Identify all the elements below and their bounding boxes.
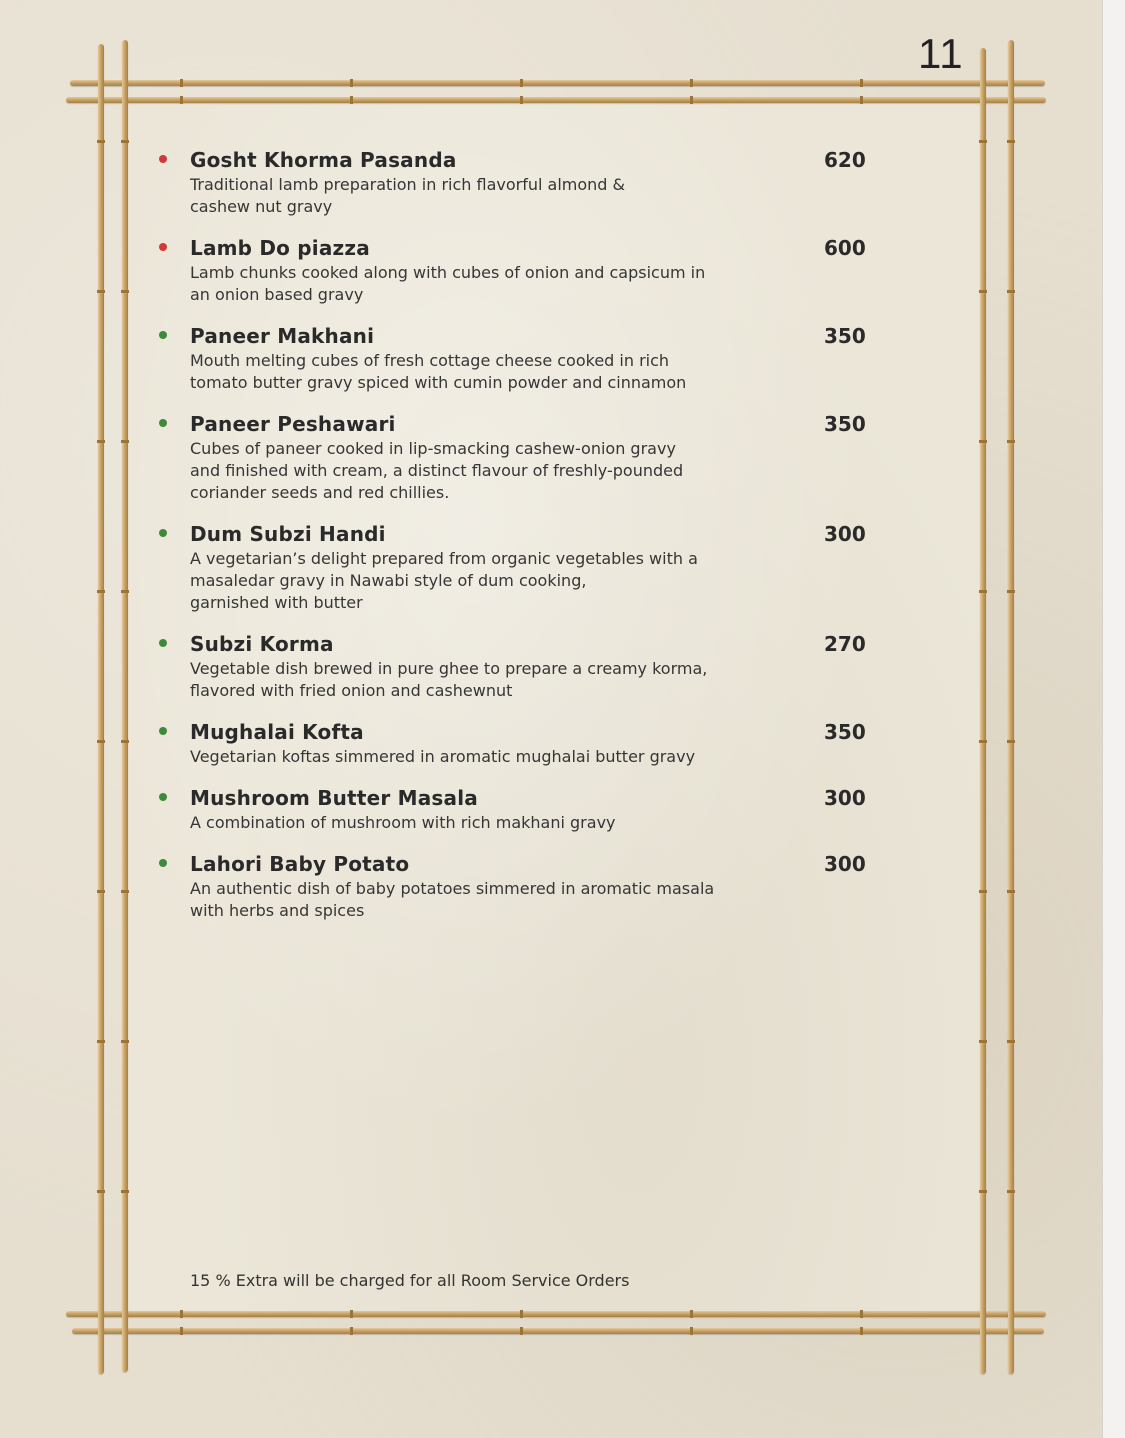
menu-item-description-line: Vegetable dish brewed in pure ghee to prepare a creamy korma, xyxy=(190,659,708,678)
bamboo-node xyxy=(121,440,129,443)
menu-item-price: 350 xyxy=(824,324,866,348)
bamboo-node xyxy=(860,96,863,104)
menu-item-price: 300 xyxy=(824,522,866,546)
bamboo-node xyxy=(121,590,129,593)
veg-marker xyxy=(159,727,167,735)
menu-item-price: 600 xyxy=(824,236,866,260)
menu-item-9 xyxy=(150,852,890,922)
menu-item-name: Lahori Baby Potato xyxy=(190,852,410,876)
menu-item-price: 620 xyxy=(824,148,866,172)
bamboo-node xyxy=(121,1040,129,1043)
bamboo-node xyxy=(979,740,987,743)
menu-item-description-line: flavored with fried onion and cashewnut xyxy=(190,681,513,700)
menu-item-3 xyxy=(150,324,890,394)
veg-marker xyxy=(159,793,167,801)
menu-item-description-line: masaledar gravy in Nawabi style of dum cooking, xyxy=(190,571,587,590)
bamboo-node xyxy=(1007,1040,1015,1043)
bamboo-node xyxy=(690,1310,693,1318)
veg-marker xyxy=(159,639,167,647)
bamboo-node xyxy=(97,1190,105,1193)
menu-item-description-line: Vegetarian koftas simmered in aromatic mughalai butter gravy xyxy=(190,747,696,766)
menu-item-description-line: and finished with cream, a distinct flavour of freshly-pounded xyxy=(190,461,684,480)
veg-marker xyxy=(159,331,167,339)
bamboo-node xyxy=(860,1310,863,1318)
menu-item-price: 270 xyxy=(824,632,866,656)
bamboo-node xyxy=(97,890,105,893)
bamboo-node xyxy=(979,1040,987,1043)
menu-item-7 xyxy=(150,720,890,768)
page-number: 11 xyxy=(918,30,964,77)
menu-item-header xyxy=(190,786,890,810)
menu-item-header xyxy=(190,412,890,436)
bamboo-node xyxy=(121,890,129,893)
menu-item-description-line: cashew nut gravy xyxy=(190,197,333,216)
menu-item-name: Mughalai Kofta xyxy=(190,720,364,744)
menu-item-description-line: A vegetarian’s delight prepared from organic vegetables with a xyxy=(190,549,698,568)
bamboo-node xyxy=(121,740,129,743)
menu-item-1 xyxy=(150,148,890,218)
page-edge xyxy=(1102,0,1125,1438)
bamboo-node xyxy=(97,590,105,593)
menu-item-description-line: Cubes of paneer cooked in lip-smacking cashew-onion gravy xyxy=(190,439,676,458)
menu-item-description xyxy=(190,658,780,702)
menu-item-description xyxy=(190,548,780,614)
bamboo-node xyxy=(1007,740,1015,743)
menu-item-description-line: coriander seeds and red chillies. xyxy=(190,483,450,502)
menu-item-header xyxy=(190,632,890,656)
bamboo-node xyxy=(1007,590,1015,593)
room-service-note: 15 % Extra will be charged for all Room Service Orders xyxy=(190,1271,630,1290)
bamboo-node xyxy=(860,79,863,87)
bamboo-frame-top-outer xyxy=(70,80,1045,86)
bamboo-node xyxy=(97,140,105,143)
bamboo-node xyxy=(350,96,353,104)
menu-list xyxy=(150,148,890,922)
menu-item-description xyxy=(190,438,780,504)
bamboo-frame-bottom-outer xyxy=(72,1328,1044,1334)
bamboo-frame-left-outer xyxy=(98,44,104,1374)
menu-item-name: Subzi Korma xyxy=(190,632,334,656)
menu-item-header xyxy=(190,148,890,172)
bamboo-node xyxy=(1007,140,1015,143)
bamboo-frame-left-inner xyxy=(122,40,128,1372)
menu-item-name: Mushroom Butter Masala xyxy=(190,786,478,810)
bamboo-node xyxy=(180,79,183,87)
menu-item-name: Paneer Peshawari xyxy=(190,412,396,436)
bamboo-node xyxy=(97,740,105,743)
menu-item-header xyxy=(190,522,890,546)
menu-item-4 xyxy=(150,412,890,504)
bamboo-node xyxy=(520,1327,523,1335)
menu-item-description xyxy=(190,350,780,394)
bamboo-node xyxy=(1007,290,1015,293)
menu-item-header xyxy=(190,236,890,260)
bamboo-node xyxy=(979,1190,987,1193)
menu-item-header xyxy=(190,720,890,744)
menu-item-name: Paneer Makhani xyxy=(190,324,375,348)
bamboo-node xyxy=(1007,440,1015,443)
menu-item-description xyxy=(190,262,780,306)
menu-item-price: 300 xyxy=(824,786,866,810)
bamboo-node xyxy=(690,1327,693,1335)
menu-item-description-line: Traditional lamb preparation in rich flavorful almond & xyxy=(190,175,625,194)
bamboo-node xyxy=(520,96,523,104)
veg-marker xyxy=(159,529,167,537)
nonveg-marker xyxy=(159,243,167,251)
menu-item-name: Lamb Do piazza xyxy=(190,236,370,260)
menu-item-description xyxy=(190,878,780,922)
bamboo-node xyxy=(979,440,987,443)
bamboo-node xyxy=(1007,1190,1015,1193)
menu-item-description-line: an onion based gravy xyxy=(190,285,364,304)
bamboo-frame-right-inner xyxy=(980,48,986,1374)
menu-item-6 xyxy=(150,632,890,702)
bamboo-frame-bottom-inner xyxy=(66,1311,1046,1317)
menu-item-2 xyxy=(150,236,890,306)
menu-item-header xyxy=(190,852,890,876)
menu-item-price: 350 xyxy=(824,720,866,744)
bamboo-node xyxy=(979,590,987,593)
bamboo-node xyxy=(350,79,353,87)
bamboo-node xyxy=(520,1310,523,1318)
bamboo-node xyxy=(520,79,523,87)
veg-marker xyxy=(159,419,167,427)
bamboo-node xyxy=(121,1190,129,1193)
bamboo-node xyxy=(121,290,129,293)
bamboo-frame-top-inner xyxy=(66,97,1046,103)
bamboo-node xyxy=(979,890,987,893)
nonveg-marker xyxy=(159,155,167,163)
bamboo-node xyxy=(979,290,987,293)
menu-item-5 xyxy=(150,522,890,614)
menu-item-description xyxy=(190,746,780,768)
bamboo-node xyxy=(1007,890,1015,893)
bamboo-node xyxy=(180,1327,183,1335)
bamboo-node xyxy=(860,1327,863,1335)
menu-item-description-line: Mouth melting cubes of fresh cottage cheese cooked in rich xyxy=(190,351,670,370)
bamboo-node xyxy=(350,1310,353,1318)
menu-item-header xyxy=(190,324,890,348)
menu-item-price: 300 xyxy=(824,852,866,876)
veg-marker xyxy=(159,859,167,867)
bamboo-node xyxy=(180,1310,183,1318)
menu-item-description-line: Lamb chunks cooked along with cubes of onion and capsicum in xyxy=(190,263,706,282)
menu-item-description-line: garnished with butter xyxy=(190,593,363,612)
menu-item-name: Dum Subzi Handi xyxy=(190,522,386,546)
bamboo-node xyxy=(121,140,129,143)
menu-item-description-line: with herbs and spices xyxy=(190,901,365,920)
menu-item-description-line: tomato butter gravy spiced with cumin powder and cinnamon xyxy=(190,373,687,392)
bamboo-node xyxy=(690,79,693,87)
menu-item-description xyxy=(190,174,780,218)
bamboo-frame-right-outer xyxy=(1008,40,1014,1374)
menu-item-price: 350 xyxy=(824,412,866,436)
menu-item-description xyxy=(190,812,780,834)
bamboo-node xyxy=(97,1040,105,1043)
bamboo-node xyxy=(97,440,105,443)
menu-item-description-line: A combination of mushroom with rich makhani gravy xyxy=(190,813,616,832)
bamboo-node xyxy=(979,140,987,143)
bamboo-node xyxy=(350,1327,353,1335)
menu-item-description-line: An authentic dish of baby potatoes simmered in aromatic masala xyxy=(190,879,715,898)
bamboo-node xyxy=(690,96,693,104)
menu-item-8 xyxy=(150,786,890,834)
bamboo-node xyxy=(97,290,105,293)
menu-item-name: Gosht Khorma Pasanda xyxy=(190,148,457,172)
bamboo-node xyxy=(180,96,183,104)
